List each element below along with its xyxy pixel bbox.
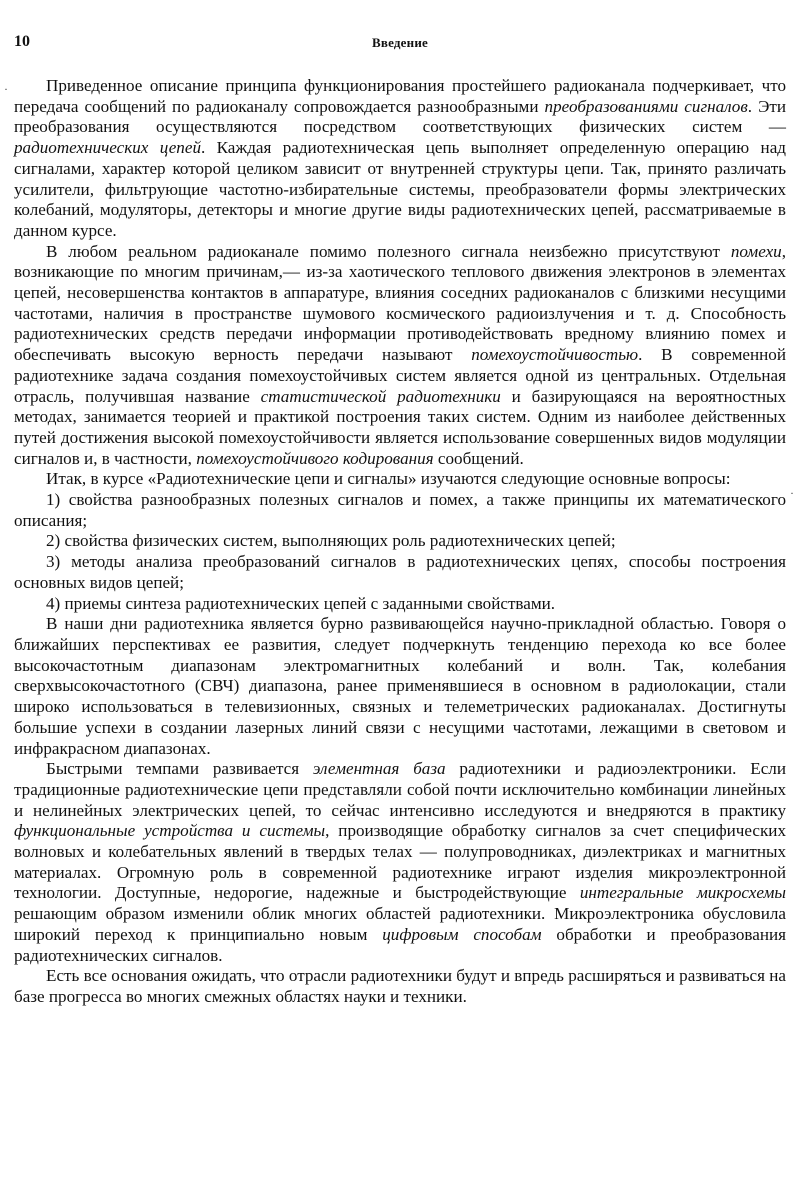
italic-term: цифровым способам [382, 924, 542, 944]
paragraph [14, 966, 786, 1007]
body-text [14, 76, 786, 1008]
text-run: В любом реальном радиоканале помимо полезного сигнала неизбежно присутствуют [46, 241, 731, 261]
text-run: . Эти преобразования осуществляются посредством соответствующих физических систем — [14, 96, 786, 137]
text-run: Приведенное описание принципа функционирования простейшего радиоканала подчеркивает, что передача сообщений по радиоканалу сопровождается разнообразными [14, 76, 786, 116]
italic-term: интегральные микросхемы [579, 883, 786, 903]
text-run: решающим образом изменили облик многих областей радиотехники. Микроэлектроника обусловила широкий переход к принципиально новым [14, 904, 786, 944]
text-run: Быстрыми темпами развивается [46, 759, 313, 779]
text-run: 1) свойства разнообразных полезных сигналов и помех, а также принципы их математического описания; [14, 490, 786, 530]
margin-mark: · [790, 486, 794, 500]
italic-term: помехоустойчивостью [471, 345, 639, 365]
paragraph [14, 614, 786, 759]
text-run: 2) свойства физических систем, выполняющих роль радиотехнических цепей; [46, 531, 616, 551]
list-item [14, 552, 786, 593]
text-run: В наши дни радиотехника является бурно развивающейся научно-прикладной областью. Говоря о ближайших перспективах ее развития, следует подчеркнуть тенденцию перехода ко все более высокочастотным диапазонам электромагнитных колебаний и волн. Так, колебания сверхвысокочастотного (СВЧ) диапазона, ранее применявшиеся в основном в радиолокации, стали широко использоваться в телевизионных, связных и телеметрических радиоканалах. Достигнуты большие успехи в создании лазерных линий связи с несущими частотами, лежащими в световом и инфракрасном диапазонах. [14, 614, 786, 758]
text-run: обработки и преобразования радиотехнических сигналов. [14, 924, 787, 965]
italic-term: помехоустойчивого кодирования [196, 448, 434, 468]
text-run: , возникающие по многим причинам,— из-за хаотического теплового движения электронов в элементах цепей, несовершенства контактов в аппаратуре, влияния соседних радиоканалов с близкими несущими частотами, наличия в пространстве шумового космического радиоизлучения и т. д. Способность радиотехнических средств передачи информации противодействовать вредному влиянию помех и обеспечивать высокую верность передачи называют [14, 241, 786, 365]
running-title: Введение [372, 35, 428, 50]
italic-term: помехи [730, 241, 782, 261]
text-run: . Каждая радиотехническая цепь выполняет определенную операцию над сигналами, характер которой целиком зависит от внутренней структуры цепи. Так, принято различать усилители, фильтрующие частотно-избирательные системы, преобразователи формы электрических колебаний, модуляторы, детекторы и многие другие виды радиотехнических цепей, рассматриваемые в данном курсе. [14, 138, 786, 240]
text-run: 4) приемы синтеза радиотехнических цепей с заданными свойствами. [46, 593, 556, 613]
text-run: радиотехники и радиоэлектроники. Если традиционные радиотехнические цепи представляли собой почти исключительно комбинации линейных и нелинейных электрических цепей, то сейчас интенсивно исследуются и внедряются в практику [14, 759, 786, 820]
list-item [14, 531, 786, 552]
paragraph [14, 759, 786, 966]
list-item [14, 594, 786, 615]
italic-term: элементная база [312, 759, 446, 779]
text-run: и базирующаяся на вероятностных методах, занимается теорией и практикой построения таких систем. Одним из наиболее действенных путей достижения высокой помехоустойчивости является использование совершенных видов модуляции сигналов и, в частности, [14, 386, 786, 468]
page-number: 10 [14, 33, 30, 50]
text-run: Есть все основания ожидать, что отрасли радиотехники будут и впредь расширяться и развиваться на базе прогресса во многих смежных областях науки и техники. [14, 966, 786, 1006]
margin-mark: · [4, 82, 8, 96]
paragraph [14, 469, 786, 490]
italic-term: функциональные устройства и системы [14, 821, 326, 841]
text-run: Итак, в курсе «Радиотехнические цепи и сигналы» изучаются следующие основные вопросы: [46, 469, 731, 489]
text-run: сообщений. [433, 448, 524, 468]
list-item [14, 490, 786, 531]
text-run: , производящие обработку сигналов за счет специфических волновых и колебательных явлений в твердых телах — полупроводниках, диэлектриках и магнитных материалах. Огромную роль в современной радиотехнике играют изделия микроэлектронной технологии. Доступные, недорогие, надежные и быстродействующие [14, 821, 786, 903]
text-run: . В современной радиотехнике задача создания помехоустойчивых систем является одной из центральных. Отдельная отрасль, получившая название [14, 345, 786, 406]
page-header [14, 33, 786, 57]
paragraph [14, 76, 786, 242]
paragraph [14, 242, 786, 470]
italic-term: преобразованиями сигналов [544, 96, 748, 116]
italic-term: статистической радиотехники [260, 386, 501, 406]
italic-term: радиотехнических цепей [14, 138, 201, 158]
text-run: 3) методы анализа преобразований сигналов в радиотехнических цепях, способы построения основных видов цепей; [14, 552, 786, 592]
